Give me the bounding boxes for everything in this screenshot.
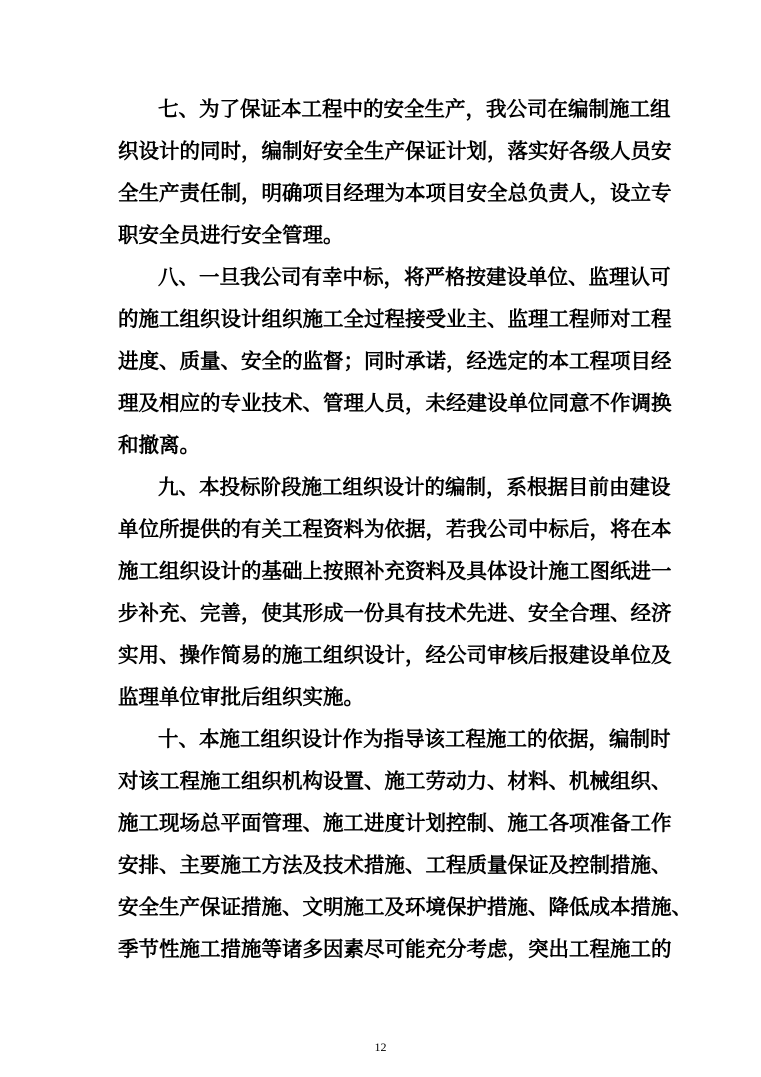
paragraph-8-line-5: 和撤离。 — [118, 433, 200, 457]
paragraph-8-line-1: 八、一旦我公司有幸中标，将严格按建设单位、监理认可 — [158, 265, 671, 289]
paragraph-10-line-3: 施工现场总平面管理、施工进度计划控制、施工各项准备工作 — [118, 811, 672, 835]
paragraph-10-line-2: 对该工程施工组织机构设置、施工劳动力、材料、机械组织、 — [118, 769, 672, 793]
paragraph-7-line-4: 职安全员进行安全管理。 — [118, 223, 344, 247]
paragraph-9-line-1: 九、本投标阶段施工组织设计的编制，系根据目前由建设 — [158, 475, 671, 499]
paragraph-9-line-6: 监理单位审批后组织实施。 — [118, 685, 364, 709]
paragraph-7-line-1: 七、为了保证本工程中的安全生产，我公司在编制施工组 — [158, 97, 671, 121]
paragraph-7-line-3: 全生产责任制，明确项目经理为本项目安全总负责人，设立专 — [118, 181, 672, 205]
paragraph-10-line-1: 十、本施工组织设计作为指导该工程施工的依据，编制时 — [158, 727, 671, 751]
paragraph-10-line-5: 安全生产保证措施、文明施工及环境保护措施、降低成本措施、 — [118, 895, 692, 919]
page-number: 12 — [374, 1040, 387, 1054]
paragraph-9-line-4: 步补充、完善，使其形成一份具有技术先进、安全合理、经济 — [118, 601, 672, 625]
paragraph-10-line-6: 季节性施工措施等诸多因素尽可能充分考虑，突出工程施工的 — [118, 937, 672, 961]
paragraph-7-line-2: 织设计的同时，编制好安全生产保证计划，落实好各级人员安 — [118, 139, 672, 163]
paragraph-9-line-3: 施工组织设计的基础上按照补充资料及具体设计施工图纸进一 — [118, 559, 672, 583]
paragraph-10-line-4: 安排、主要施工方法及技术措施、工程质量保证及控制措施、 — [118, 853, 672, 877]
paragraph-8-line-2: 的施工组织设计组织施工全过程接受业主、监理工程师对工程 — [118, 307, 672, 331]
paragraph-8-line-3: 进度、质量、安全的监督；同时承诺，经选定的本工程项目经 — [118, 349, 672, 373]
paragraph-9-line-5: 实用、操作简易的施工组织设计，经公司审核后报建设单位及 — [118, 643, 672, 667]
paragraph-9-line-2: 单位所提供的有关工程资料为依据，若我公司中标后，将在本 — [118, 517, 672, 541]
paragraph-8-line-4: 理及相应的专业技术、管理人员，未经建设单位同意不作调换 — [118, 391, 672, 415]
